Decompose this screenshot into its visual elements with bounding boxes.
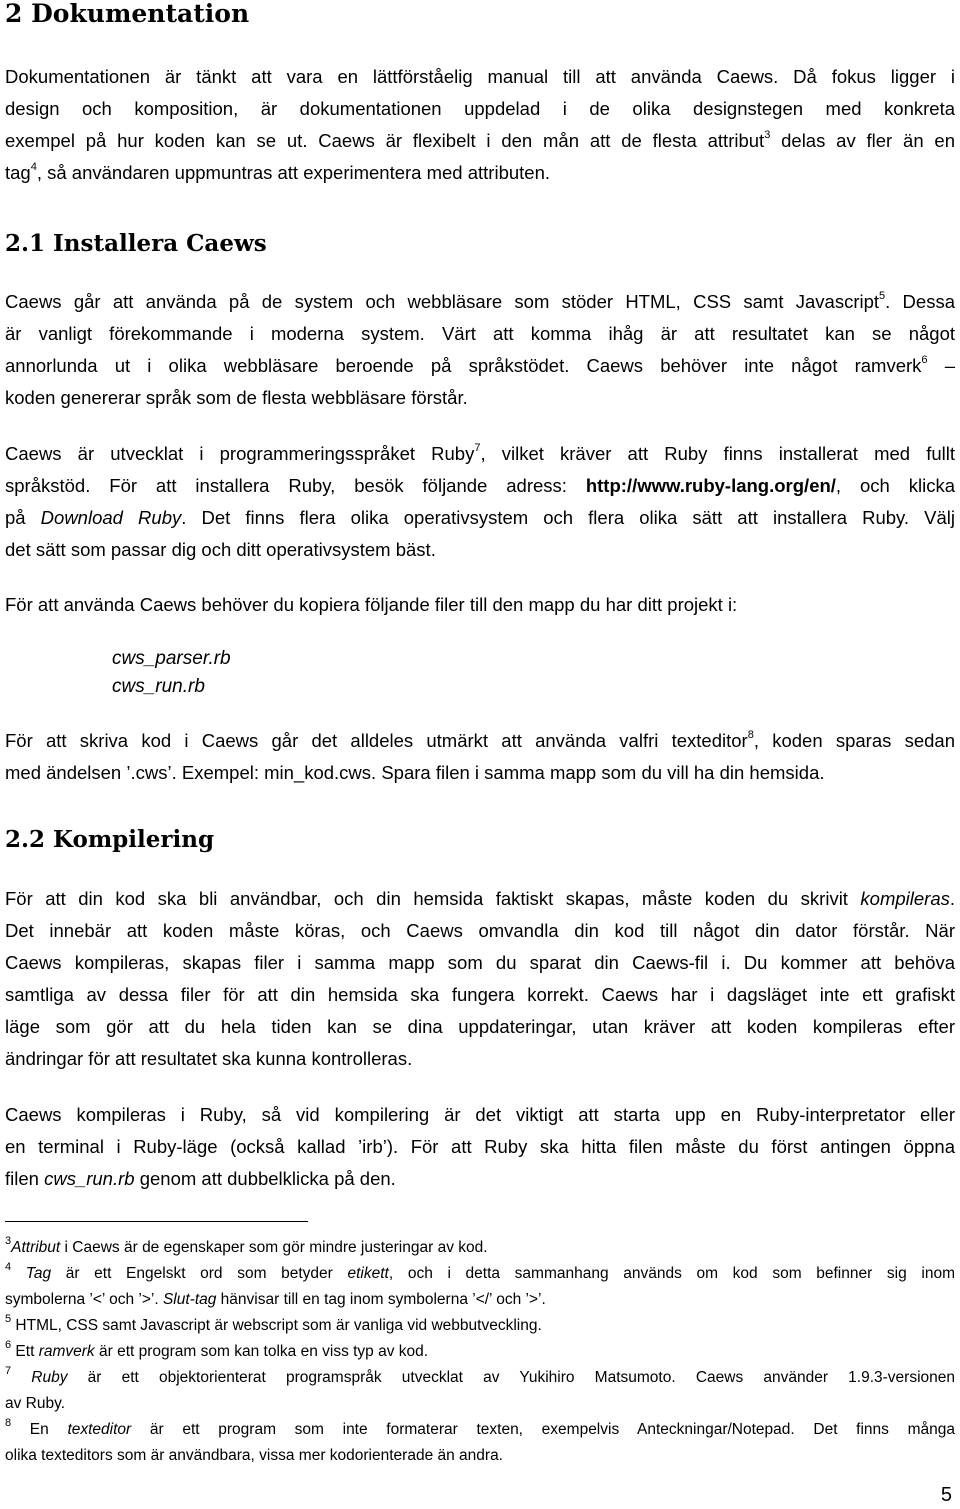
file-list xyxy=(112,645,412,701)
footnote-8-cont: olika texteditors som är användbara, vissa mer kodorienterade än andra. xyxy=(5,1447,503,1464)
footnote-ref[interactable]: 5 xyxy=(879,289,886,302)
footnote-separator xyxy=(5,1221,308,1222)
footnote-7: $^7$ Ruby är ett objektorienterat programspråk utvecklat av Yukihiro Matsumoto. Caews använder 1.9.3-versionen xyxy=(5,1364,955,1386)
text-line: samtliga av dessa filer för att din hemsida ska fungera korrekt. Caews har i dagsläget inte ett grafiskt xyxy=(5,984,955,1005)
footnotes xyxy=(5,1235,955,1469)
section-heading: 2 Dokumentation xyxy=(5,0,250,28)
text-line: tag$^4$, så användaren uppmuntras att experimentera med attributen. xyxy=(5,160,551,183)
footnote-ref[interactable]: 8 xyxy=(747,728,754,741)
subsection-heading-install: 2.1 Installera Caews xyxy=(5,230,267,257)
compile-paragraph-2 xyxy=(5,1099,955,1195)
text-line: exempel på hur koden kan se ut. Caews är flexibelt i den mån att de flesta attribut$^3$ delas av fler än en xyxy=(5,128,955,151)
text-line: filen cws_run.rb genom att dubbelklicka på den. xyxy=(5,1168,396,1189)
text-line: med ändelsen ’.cws’. Exempel: min_kod.cws. Spara filen i samma mapp som du vill ha din hemsida. xyxy=(5,762,825,783)
text-line: Det innebär att koden måste köras, och Caews omvandla din kod till något din dator förstår. När xyxy=(5,920,955,941)
footnote-ref[interactable]: 4 xyxy=(30,160,37,173)
footnote-ref[interactable]: 7 xyxy=(474,441,481,454)
footnote-5: $^5$ HTML, CSS samt Javascript är webscript som är vanliga vid webbutveckling. xyxy=(5,1312,542,1334)
footnote-ref[interactable]: 6 xyxy=(921,353,928,366)
ruby-url-link[interactable]: http://www.ruby-lang.org/en/ xyxy=(585,475,836,496)
text-line: en terminal i Ruby-läge (också kallad ’irb’). För att Ruby ska hitta filen måste du först antingen öppna xyxy=(5,1136,955,1157)
text-line: Caews är utvecklat i programmeringsspråket Ruby$^7$, vilket kräver att Ruby finns installerat med fullt xyxy=(5,441,955,464)
page-number: 5 xyxy=(940,1484,952,1506)
footnote-6: $^6$ Ett ramverk är ett program som kan tolka en viss typ av kod. xyxy=(5,1338,429,1360)
text-line: annorlunda ut i olika webbläsare beroende på språkstödet. Caews behöver inte något ramverk$^6$ – xyxy=(5,353,955,376)
text-line: är vanligt förekommande i moderna system. Värt att komma ihåg är att resultatet kan se något xyxy=(5,323,955,344)
compile-paragraph-1 xyxy=(5,883,955,1075)
subsection-heading-compile: 2.2 Kompilering xyxy=(5,826,215,853)
intro-paragraph xyxy=(5,61,955,189)
text-line: För att din kod ska bli användbar, och din hemsida faktiskt skapas, måste koden du skrivit kompileras. xyxy=(5,888,955,909)
text-line: design och komposition, är dokumentationen uppdelad i de olika designstegen med konkreta xyxy=(5,98,955,119)
text-line: Caews kompileras, skapas filer i samma mapp som du sparat din Caews-fil i. Du kommer att behöva xyxy=(5,952,955,973)
footnote-ref[interactable]: 3 xyxy=(764,128,771,141)
install-paragraph-1 xyxy=(5,286,955,414)
text-line: ändringar för att resultatet ska kunna kontrolleras. xyxy=(5,1048,413,1069)
file-name: cws_run.rb xyxy=(112,676,205,697)
install-paragraph-4 xyxy=(5,725,955,789)
text-line: Caews kompileras i Ruby, så vid kompilering är det viktigt att starta upp en Ruby-interpretator eller xyxy=(5,1104,955,1125)
text-line: det sätt som passar dig och ditt operativsystem bäst. xyxy=(5,539,436,560)
file-name: cws_parser.rb xyxy=(112,648,231,669)
install-paragraph-2 xyxy=(5,438,955,566)
text-line: Caews går att använda på de system och webbläsare som stöder HTML, CSS samt Javascript$^5$. Dessa xyxy=(5,289,955,312)
footnote-8: $^8$ En texteditor är ett program som inte formaterar texten, exempelvis Anteckningar/Notepad. Det finns många xyxy=(5,1416,955,1438)
footnote-3: $^3$Attribut i Caews är de egenskaper som gör mindre justeringar av kod. xyxy=(5,1234,488,1256)
text-line: För att skriva kod i Caews går det alldeles utmärkt att använda valfri texteditor$^8$, koden sparas sedan xyxy=(5,728,955,751)
install-paragraph-3 xyxy=(5,589,955,621)
text-line: språkstöd. För att installera Ruby, besök följande adress: http://www.ruby-lang.org/en/, och klicka xyxy=(5,475,955,496)
text-line: Dokumentationen är tänkt att vara en lättförståelig manual till att använda Caews. Då fokus ligger i xyxy=(5,66,955,87)
footnote-4-cont: symbolerna ’<’ och ’>’. Slut-tag hänvisar till en tag inom symbolerna ’</’ och ’>’. xyxy=(5,1291,546,1308)
text-line: på Download Ruby. Det finns flera olika operativsystem och flera olika sätt att installera Ruby. Välj xyxy=(5,507,955,528)
text-line: För att använda Caews behöver du kopiera följande filer till den mapp du har ditt projekt i: xyxy=(5,594,738,615)
text-line: koden genererar språk som de flesta webbläsare förstår. xyxy=(5,387,468,408)
text-line: läge som gör att du hela tiden kan se dina uppdateringar, utan kräver att koden kompileras efter xyxy=(5,1016,955,1037)
footnote-4: $^4$ Tag är ett Engelskt ord som betyder etikett, och i detta sammanhang används om kod som befinner sig inom xyxy=(5,1260,955,1282)
footnote-7-cont: av Ruby. xyxy=(5,1395,66,1412)
